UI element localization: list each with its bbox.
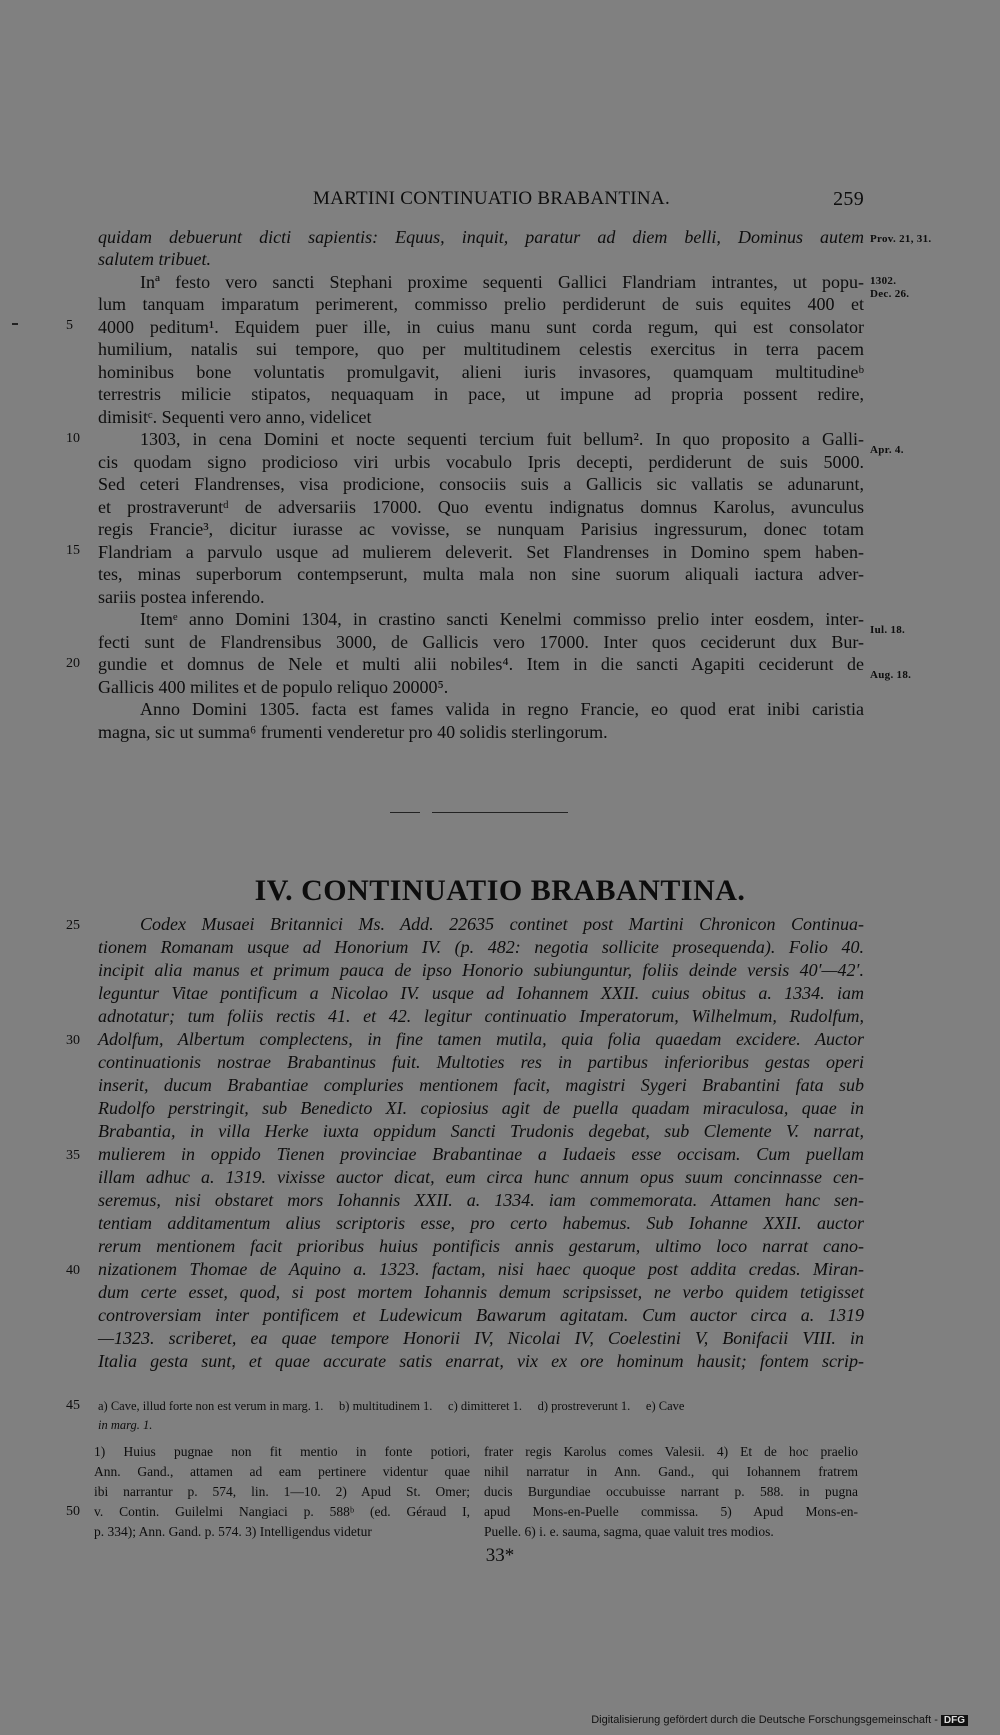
line-number: 10 [66,431,80,446]
intro-line: Italia gesta sunt, et quae accurate satis enarrat, vix ex ore hominum hausit; fontem scrip- [98,1351,864,1371]
margin-note: 1302. [870,275,897,287]
line-number: 5 [66,318,73,333]
intro-line: tionem Romanam usque ad Honorium IV. (p. 482: negotia sollicite prosequenda). Folio 40. [98,937,864,957]
intro-line: Brabantia, in villa Herke iuxta oppidum Sancti Trudonis degebat, sub Clemente V. narrat, [98,1121,864,1141]
text-line: salutem tribuet. [98,249,211,269]
text-line: 1303, in cena Domini et nocte sequenti tercium fuit bellum². In quo proposito a Galli- [140,429,864,449]
footnote-line: nihil narratur in Ann. Gand., qui Iohannem fratrem [484,1464,858,1479]
printer-signature: 33* [485,1545,515,1566]
intro-line: mulierem in oppido Tienen provinciae Brabantinae a Iudaeis esse occisam. Cum puellam [98,1144,864,1164]
intro-line: Rudolfo perstringit, sub Benedicto XI. copiosius agit de puella quadam miraculosa, quae in [98,1098,864,1118]
running-header [98,188,864,214]
text-line: lum tanquam imparatum perimerent, commisso prelio perdiderunt de suis equites 400 et [98,294,864,314]
footnote-line: Puelle. 6) i. e. sauma, sagma, quae valuit tres modios. [484,1524,774,1539]
footnotes-left-column [94,1442,470,1542]
line-number: 20 [66,656,80,671]
text-line: Inª festo vero sancti Stephani proxime sequenti Gallici Flandriam intrantes, ut popu- [140,272,864,292]
running-title: MARTINI CONTINUATIO BRABANTINA. [313,188,670,209]
text-line: fecti sunt de Flandrensibus 3000, de Gallicis vero 17000. Inter quos ceciderunt dux Bur- [98,632,864,652]
footnote-line: ducis Burgundiae occubuisse narrant p. 588. in pugna [484,1484,858,1499]
footnote-line: Ann. Gand., attamen ad eam pertinere videntur quae [94,1464,470,1479]
text-line: Itemᵉ anno Domini 1304, in crastino sancti Kenelmi commisso prelio inter eosdem, inter- [140,609,864,629]
footnote-line: frater regis Karolus comes Valesii. 4) Et de hoc praelio [484,1444,858,1459]
intro-line: Adolfum, Albertum complectens, in fine tamen mutila, quia folia quaedam excidere. Auctor [98,1029,864,1049]
text-line: hominibus bone voluntatis promulgavit, alieni iuris invasores, quamquam multitudineᵇ [98,362,864,382]
variant-note-line: a) Cave, illud forte non est verum in marg. 1. b) multitudinem 1. c) dimitteret 1. d) prostreverunt 1. e) Cave [98,1399,685,1413]
page-number: 259 [833,188,864,210]
intro-line: adnotatur; tum foliis rectis 41. et 42. legitur continuatio Imperatorum, Wilhelmum, Rudolfum, [98,1006,864,1026]
line-number: 40 [66,1263,80,1278]
section-heading: IV. CONTINUATIO BRABANTINA. [254,874,746,907]
credit-text: Digitalisierung gefördert durch die Deutsche Forschungsgemeinschaft - [591,1714,938,1726]
line-number: 25 [66,918,80,933]
intro-line: seremus, nisi obstaret mors Iohannis XXII. a. 1334. iam commemorata. Attamen hanc sen- [98,1190,864,1210]
intro-line: inserit, ducum Brabantiae compluries mentionem facit, magistri Sygeri Brabantini fata sub [98,1075,864,1095]
line-number: 15 [66,543,80,558]
footnote-line: apud Mons-en-Puelle commissa. 5) Apud Mons-en- [484,1504,858,1519]
margin-note: Prov. 21, 31. [870,233,932,245]
scan-mark [12,323,18,325]
text-line: dimisitᶜ. Sequenti vero anno, videlicet [98,407,372,427]
intro-line: rerum mentionem facit prioribus huius pontificis annis gestarum, ultimo loco narrat cano- [98,1236,864,1256]
intro-line: continuationis nostrae Brabantinus fuit. Multoties res in partibus inferioribus gestas operi [98,1052,864,1072]
line-number: 50 [66,1504,80,1519]
margin-note: Iul. 18. [870,624,906,636]
text-line: humilium, natalis sui tempore, quo per multitudinem celestis exercitus in terra pacem [98,339,864,359]
text-line: magna, sic ut summa⁶ frumenti venderetur pro 40 solidis sterlingorum. [98,722,608,742]
line-number: 30 [66,1033,80,1048]
text-line: Sed ceteri Flandrenses, visa prodicione, consociis suis a Gallicis sic vallatis se adunarunt, [98,474,864,494]
margin-note: Apr. 4. [870,444,904,456]
footnote-line: 1) Huius pugnae non fit mentio in fonte potiori, [94,1444,470,1459]
text-line: regis Francie³, dicitur iurasse ac vovisse, se nunquam Parisius ingressurum, donec totam [98,519,864,539]
intro-line: Codex Musaei Britannici Ms. Add. 22635 continet post Martini Chronicon Continua- [140,914,864,934]
text-line: gundie et domnus de Nele et multi alii nobiles⁴. Item in die sancti Agapiti ceciderunt de [98,654,864,674]
text-line: 4000 peditum¹. Equidem puer ille, in cuius manu sunt corda regum, qui est consolator [98,317,864,337]
margin-note: Dec. 26. [870,288,910,300]
text-line: sariis postea inferendo. [98,587,265,607]
intro-line: controversiam inter pontificem et Ludewicum Bawarum agitatam. Cum auctor circa a. 1319 [98,1305,864,1325]
footnote-line: ibi narrantur p. 574, lin. 1—10. 2) Apud St. Omer; [94,1484,470,1499]
text-line: Flandriam a parvulo usque ad mulierem deleverit. Set Flandrenses in Domino spem haben- [98,542,864,562]
footnotes-right-column [484,1442,858,1542]
footnote-line: p. 334); Ann. Gand. p. 574. 3) Intelligendus videtur [94,1524,372,1539]
intro-line: illam adhuc a. 1319. vixisse auctor dicat, eum circa hunc annum opus suum concinnasse cen- [98,1167,864,1187]
section-divider [390,812,420,813]
intro-line: tentiam additamentum alius scriptoris esse, pro certo habemus. Sub Iohanne XXII. auctor [98,1213,864,1233]
margin-note: Aug. 18. [870,669,912,681]
line-number: 45 [66,1398,80,1413]
text-line: Gallicis 400 milites et de populo reliquo 20000⁵. [98,677,449,697]
text-line: et prostraveruntᵈ de adversariis 17000. Quo eventu indignatus domnus Karolus, avunculus [98,497,864,517]
intro-line: nizationem Thomae de Aquino a. 1323. factam, nisi haec quoque post addita credas. Miran- [98,1259,864,1279]
digitization-credit [591,1714,968,1726]
text-line: quidam debuerunt dicti sapientis: Equus, inquit, paratur ad diem belli, Dominus autem [98,227,864,247]
section-divider [432,812,568,813]
dfg-logo: DFG [941,1715,968,1726]
text-line: terrestris milicie stipatos, nequaquam in pace, ut impune ad propria possent redire, [98,384,864,404]
intro-line: leguntur Vitae pontificum a Nicolao IV. usque ad Iohannem XXII. cuius obitus a. 1334. iam [98,983,864,1003]
intro-line: —1323. scriberet, ea quae tempore Honorii IV, Nicolai IV, Coelestini V, Bonifacii VIII. in [98,1328,864,1348]
text-line: Anno Domini 1305. facta est fames valida in regno Francie, eo quod erat inibi caristia [140,699,864,719]
text-line: tes, minas superborum contempserunt, multa mala non sine suorum aliquali iactura adver- [98,564,864,584]
intro-line: incipit alia manus et primum pauca de ipso Honorio subiunguntur, foliis deinde versis 40′—42′. [98,960,864,980]
line-number: 35 [66,1148,80,1163]
text-line: cis quodam signo prodicioso viri urbis vocabulo Ipris decepti, perdiderunt de suis 5000. [98,452,864,472]
intro-line: dum certe esset, quod, si post mortem Iohannis demum scripsisset, ne verbo quidem tetigisset [98,1282,864,1302]
variant-note-line: in marg. 1. [98,1418,153,1432]
footnote-line: v. Contin. Guilelmi Nangiaci p. 588ᵇ (ed. Géraud I, [94,1504,470,1519]
